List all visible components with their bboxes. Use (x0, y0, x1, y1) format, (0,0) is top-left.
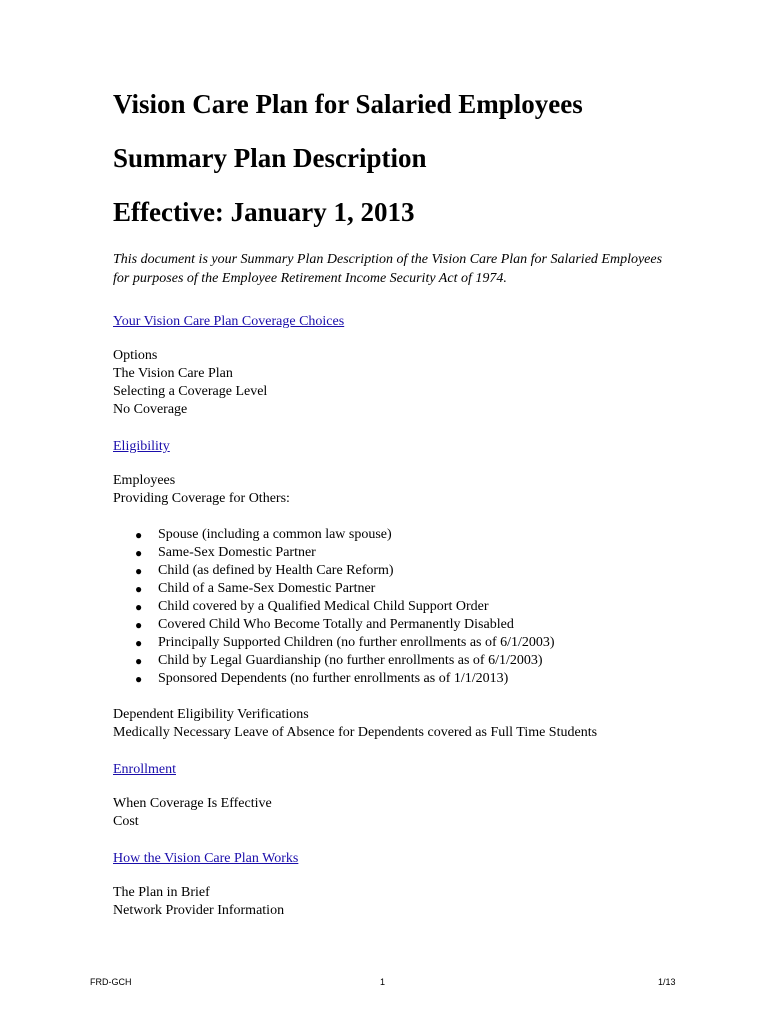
eligibility-after-list (113, 706, 733, 742)
document-subtitle: Summary Plan Description (113, 143, 427, 173)
bullet-text: Child by Legal Guardianship (no further enrollments as of 6/1/2003) (158, 653, 543, 668)
bullet-text: Spouse (including a common law spouse) (158, 527, 392, 542)
eligibility-intro-list (113, 472, 733, 508)
eligibility-item-leave-of-absence: Medically Necessary Leave of Absence for Dependents covered as Full Time Students (113, 725, 598, 740)
how-item-plan-in-brief: The Plan in Brief (113, 885, 210, 900)
effective-date-heading: Effective: January 1, 2013 (113, 197, 415, 227)
how-plan-works-link[interactable]: How the Vision Care Plan Works (113, 851, 299, 866)
bullet-text: Principally Supported Children (no further enrollments as of 6/1/2003) (158, 635, 555, 650)
how-plan-works-list (113, 884, 733, 920)
bullet-item (113, 670, 733, 688)
bullet-text: Sponsored Dependents (no further enrollments as of 1/1/2013) (158, 671, 509, 686)
eligibility-item-providing-coverage: Providing Coverage for Others: (113, 491, 290, 506)
enrollment-list (113, 795, 733, 831)
bullet-dot-icon: ● (135, 564, 143, 578)
bullet-item (113, 580, 733, 598)
bullet-item (113, 544, 733, 562)
bullet-dot-icon: ● (135, 546, 143, 560)
bullet-dot-icon: ● (135, 672, 143, 686)
bullet-item (113, 652, 733, 670)
footer-document-code: FRD-GCH (90, 977, 132, 987)
bullet-text: Same-Sex Domestic Partner (158, 545, 316, 560)
bullet-text: Child (as defined by Health Care Reform) (158, 563, 394, 578)
coverage-item-vision-care-plan: The Vision Care Plan (113, 366, 233, 381)
page-footer (0, 977, 768, 991)
document-page (113, 88, 733, 938)
intro-paragraph: This document is your Summary Plan Description of the Vision Care Plan for Salaried Employees for purposes of the Employee Retirement Income Security Act of 1974. (113, 252, 663, 286)
footer-page-number: 1 (380, 977, 386, 987)
footer-revision-date: 1/13 (658, 977, 676, 987)
bullet-dot-icon: ● (135, 636, 143, 650)
bullet-text: Child of a Same-Sex Domestic Partner (158, 581, 376, 596)
document-title: Vision Care Plan for Salaried Employees (113, 89, 583, 119)
bullet-item (113, 634, 733, 652)
bullet-item (113, 562, 733, 580)
coverage-choices-link[interactable]: Your Vision Care Plan Coverage Choices (113, 314, 345, 329)
bullet-dot-icon: ● (135, 600, 143, 614)
bullet-dot-icon: ● (135, 618, 143, 632)
bullet-dot-icon: ● (135, 654, 143, 668)
bullet-item (113, 616, 733, 634)
dependent-bullet-list (113, 526, 733, 688)
coverage-item-selecting-level: Selecting a Coverage Level (113, 384, 268, 399)
eligibility-link[interactable]: Eligibility (113, 439, 170, 454)
coverage-item-no-coverage: No Coverage (113, 402, 188, 417)
how-item-network-provider: Network Provider Information (113, 903, 285, 918)
bullet-item (113, 598, 733, 616)
enrollment-item-cost: Cost (113, 814, 139, 829)
coverage-item-options: Options (113, 348, 158, 363)
bullet-item (113, 526, 733, 544)
eligibility-item-employees: Employees (113, 473, 176, 488)
coverage-choices-list (113, 347, 733, 419)
bullet-dot-icon: ● (135, 528, 143, 542)
bullet-text: Covered Child Who Become Totally and Permanently Disabled (158, 617, 514, 632)
eligibility-item-verifications: Dependent Eligibility Verifications (113, 707, 309, 722)
enrollment-link[interactable]: Enrollment (113, 762, 176, 777)
enrollment-item-effective: When Coverage Is Effective (113, 796, 272, 811)
bullet-dot-icon: ● (135, 582, 143, 596)
bullet-text: Child covered by a Qualified Medical Child Support Order (158, 599, 489, 614)
